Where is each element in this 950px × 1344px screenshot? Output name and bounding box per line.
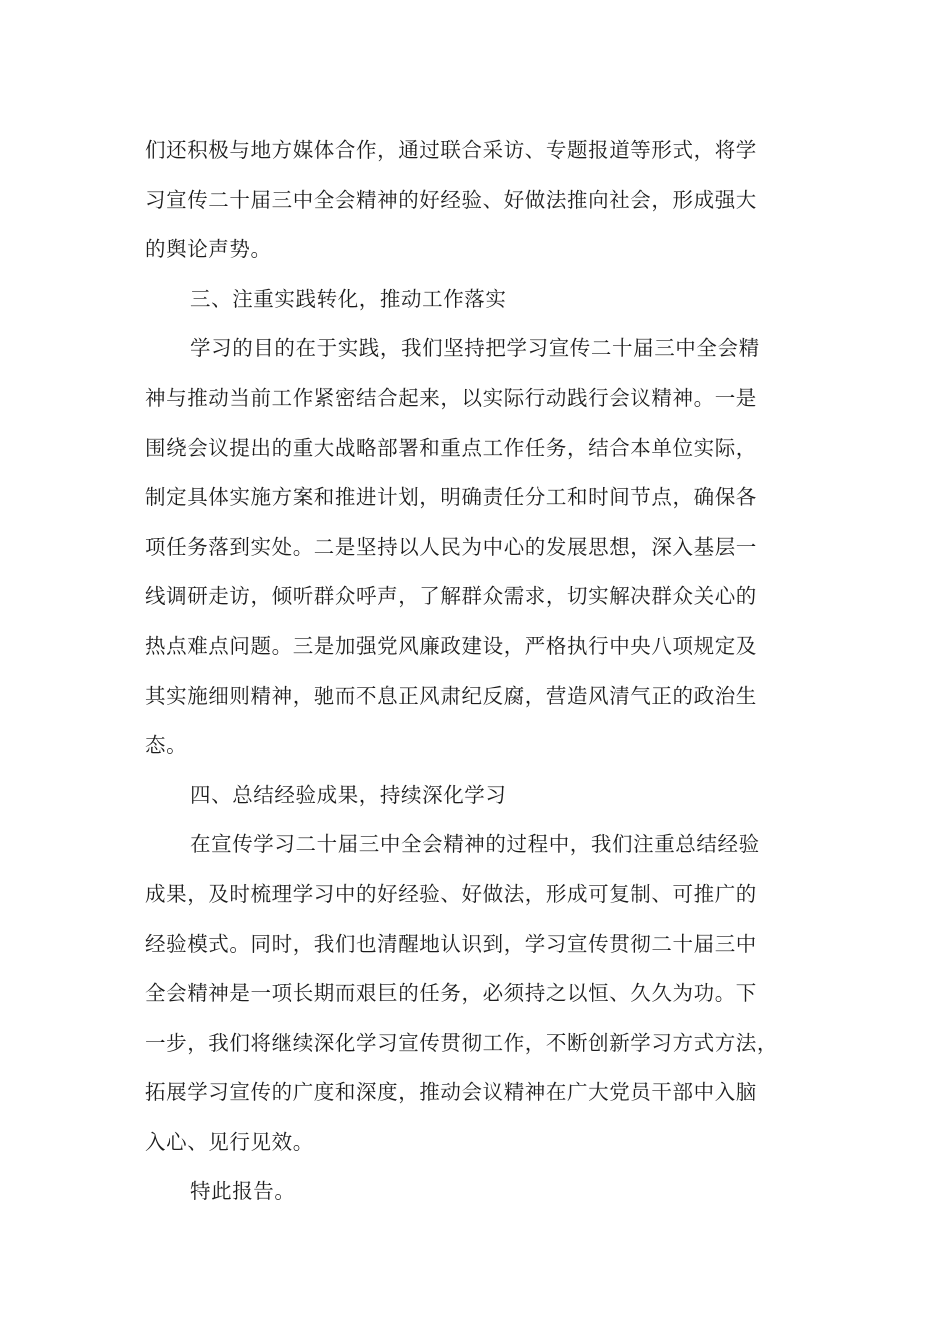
text-line: 拓展学习宣传的广度和深度，推动会议精神在广大党员干部中入脑 bbox=[145, 1080, 757, 1105]
text-line: 围绕会议提出的重大战略部署和重点工作任务，结合本单位实际， bbox=[145, 435, 757, 460]
text-line: 其实施细则精神，驰而不息正风肃纪反腐，营造风清气正的政治生 bbox=[145, 683, 757, 708]
text-line: 神与推动当前工作紧密结合起来，以实际行动践行会议精神。一是 bbox=[145, 385, 757, 410]
section-heading-3 bbox=[145, 275, 835, 325]
text-line: 全会精神是一项长期而艰巨的任务，必须持之以恒、久久为功。下 bbox=[145, 981, 757, 1006]
closing-statement bbox=[145, 1167, 835, 1217]
text-line: 态。 bbox=[145, 733, 188, 758]
document-page bbox=[145, 126, 835, 1217]
heading-text: 四、总结经验成果，持续深化学习 bbox=[190, 782, 507, 807]
text-line: 经验模式。同时，我们也清醒地认识到，学习宣传贯彻二十届三中 bbox=[145, 931, 757, 956]
heading-text: 三、注重实践转化，推动工作落实 bbox=[190, 286, 507, 311]
text-line: 的舆论声势。 bbox=[145, 237, 272, 262]
text-line: 们还积极与地方媒体合作，通过联合采访、专题报道等形式，将学 bbox=[145, 138, 757, 162]
text-line: 热点难点问题。三是加强党风廉政建设，严格执行中央八项规定及 bbox=[145, 633, 757, 658]
closing-text: 特此报告。 bbox=[190, 1179, 296, 1204]
text-line: 项任务落到实处。二是坚持以人民为中心的发展思想，深入基层一 bbox=[145, 534, 757, 559]
text-line: 在宣传学习二十届三中全会精神的过程中，我们注重总结经验 bbox=[190, 832, 760, 857]
section-heading-4 bbox=[145, 771, 835, 821]
text-line: 学习的目的在于实践，我们坚持把学习宣传二十届三中全会精 bbox=[190, 336, 760, 361]
text-line: 制定具体实施方案和推进计划，明确责任分工和时间节点，确保各 bbox=[145, 485, 757, 510]
paragraph-practice-transformation bbox=[145, 324, 835, 770]
paragraph-summary-experience bbox=[145, 820, 835, 1167]
text-line: 一步，我们将继续深化学习宣传贯彻工作，不断创新学习方式方法， bbox=[145, 1030, 778, 1055]
paragraph-continued-media-cooperation bbox=[145, 126, 835, 275]
text-line: 线调研走访，倾听群众呼声，了解群众需求，切实解决群众关心的 bbox=[145, 584, 757, 609]
text-line: 习宣传二十届三中全会精神的好经验、好做法推向社会，形成强大 bbox=[145, 187, 757, 212]
text-line: 成果，及时梳理学习中的好经验、好做法，形成可复制、可推广的 bbox=[145, 881, 757, 906]
text-line: 入心、见行见效。 bbox=[145, 1129, 314, 1154]
